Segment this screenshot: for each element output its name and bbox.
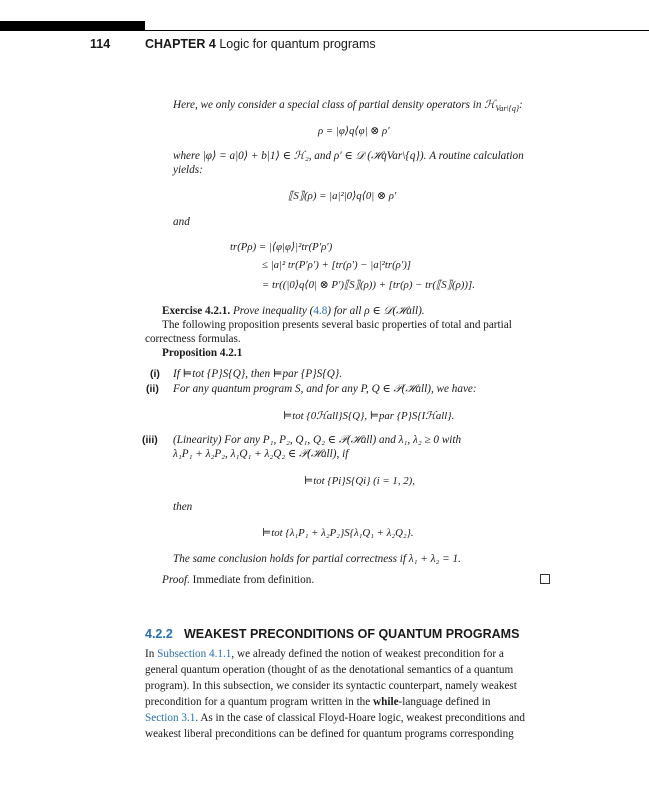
item-iii-line1: (Linearity) For any P₁, P₂, Q₁, Q₂ ∈ 𝒫(ℋall) and λ₁, λ₂ ≥ 0 with: [173, 434, 462, 446]
header-rule: [145, 30, 649, 31]
item-iii-equation1: ⊨tot {Pi}S{Qi} (i = 1, 2),: [304, 475, 415, 487]
block1-line3: yields:: [173, 164, 203, 176]
running-head: [145, 37, 376, 51]
page-number: 114: [90, 37, 111, 51]
intro-line1: The following proposition presents several basic properties of total and partial: [162, 319, 512, 331]
item-ii-label: (ii): [146, 383, 159, 395]
para-line6: weakest liberal preconditions can be defined for quantum programs corresponding: [145, 728, 514, 740]
proof: Proof. Immediate from definition.: [162, 574, 315, 586]
section-number: 4.2.2: [145, 627, 173, 641]
block1-line2: where |φ⟩ = a|0⟩ + b|1⟩ ∈ ℋ₂, and ρ′ ∈ 𝒟 (ℋqVar\{q}). A routine calculation: [173, 150, 524, 162]
item-iii-equation2: ⊨tot {λ₁P₁ + λ₂P₂}S{λ₁Q₁ + λ₂Q₂}.: [262, 527, 414, 539]
para-line5: Section 3.1. As in the case of classical Floyd-Hoare logic, weakest preconditions and: [145, 712, 525, 724]
para-line4: precondition for a quantum program written in the while-language defined in: [145, 696, 491, 708]
chapter-label: CHAPTER 4: [145, 37, 216, 51]
equation-trace-1: tr(Pρ) = |⟨φ|φ⟩|²tr(P′ρ′): [230, 241, 333, 253]
item-iii-label: (iii): [142, 434, 158, 446]
block1-line1: Here, we only consider a special class of partial density operators in ℋ$_{Var\backslash\{q\}}$:: [173, 99, 523, 114]
para-line3: program). In this subsection, we consider its syntactic counterpart, namely weakest: [145, 680, 517, 692]
header-bar: [0, 21, 145, 31]
section-title: WEAKEST PRECONDITIONS OF QUANTUM PROGRAMS: [184, 627, 520, 641]
partial-correctness-note: The same conclusion holds for partial correctness if λ₁ + λ₂ = 1.: [173, 553, 461, 565]
proposition-label: Proposition 4.2.1: [162, 347, 243, 359]
intro-line2: correctness formulas.: [145, 333, 241, 345]
item-ii-equation: ⊨tot {0ℋall}S{Q}, ⊨par {P}S{Iℋall}.: [283, 410, 455, 422]
item-iii-then: then: [173, 501, 193, 513]
equation-trace-3: = tr((|0⟩q⟨0| ⊗ P′)⟦S⟧(ρ)) + [tr(ρ) − tr(⟦S⟧(ρ))].: [262, 279, 475, 291]
qed-box-icon: [540, 574, 550, 584]
chapter-title: Logic for quantum programs: [219, 37, 376, 51]
equation-rho: ρ = |φ⟩q⟨φ| ⊗ ρ′: [318, 125, 390, 137]
item-iii-line2: λ₁P₁ + λ₂P₂, λ₁Q₁ + λ₂Q₂ ∈ 𝒫(ℋall), if: [173, 448, 349, 460]
item-i-label: (i): [150, 368, 160, 380]
block1-and: and: [173, 216, 190, 228]
equation-semantics: ⟦S⟧(ρ) = |a|²|0⟩q⟨0| ⊗ ρ′: [288, 190, 397, 202]
item-i-text: If ⊨tot {P}S{Q}, then ⊨par {P}S{Q}.: [173, 368, 343, 380]
exercise-4-2-1: Exercise 4.2.1. Prove inequality (4.8) for all ρ ∈ 𝒟(ℋall).: [162, 305, 425, 317]
section-link[interactable]: Section 3.1: [145, 712, 196, 724]
equation-trace-2: ≤ |a|² tr(P′ρ′) + [tr(ρ′) − |a|²tr(ρ′)]: [262, 259, 412, 271]
equation-ref-link[interactable]: 4.8: [313, 305, 328, 317]
para-line2: general quantum operation (thought of as the denotational semantics of a quantum: [145, 664, 514, 676]
para-line1: In Subsection 4.1.1, we already defined the notion of weakest precondition for a: [145, 648, 504, 660]
item-ii-text: For any quantum program S, and for any P, Q ∈ 𝒫(ℋall), we have:: [173, 383, 477, 395]
subsection-link[interactable]: Subsection 4.1.1: [157, 648, 232, 660]
